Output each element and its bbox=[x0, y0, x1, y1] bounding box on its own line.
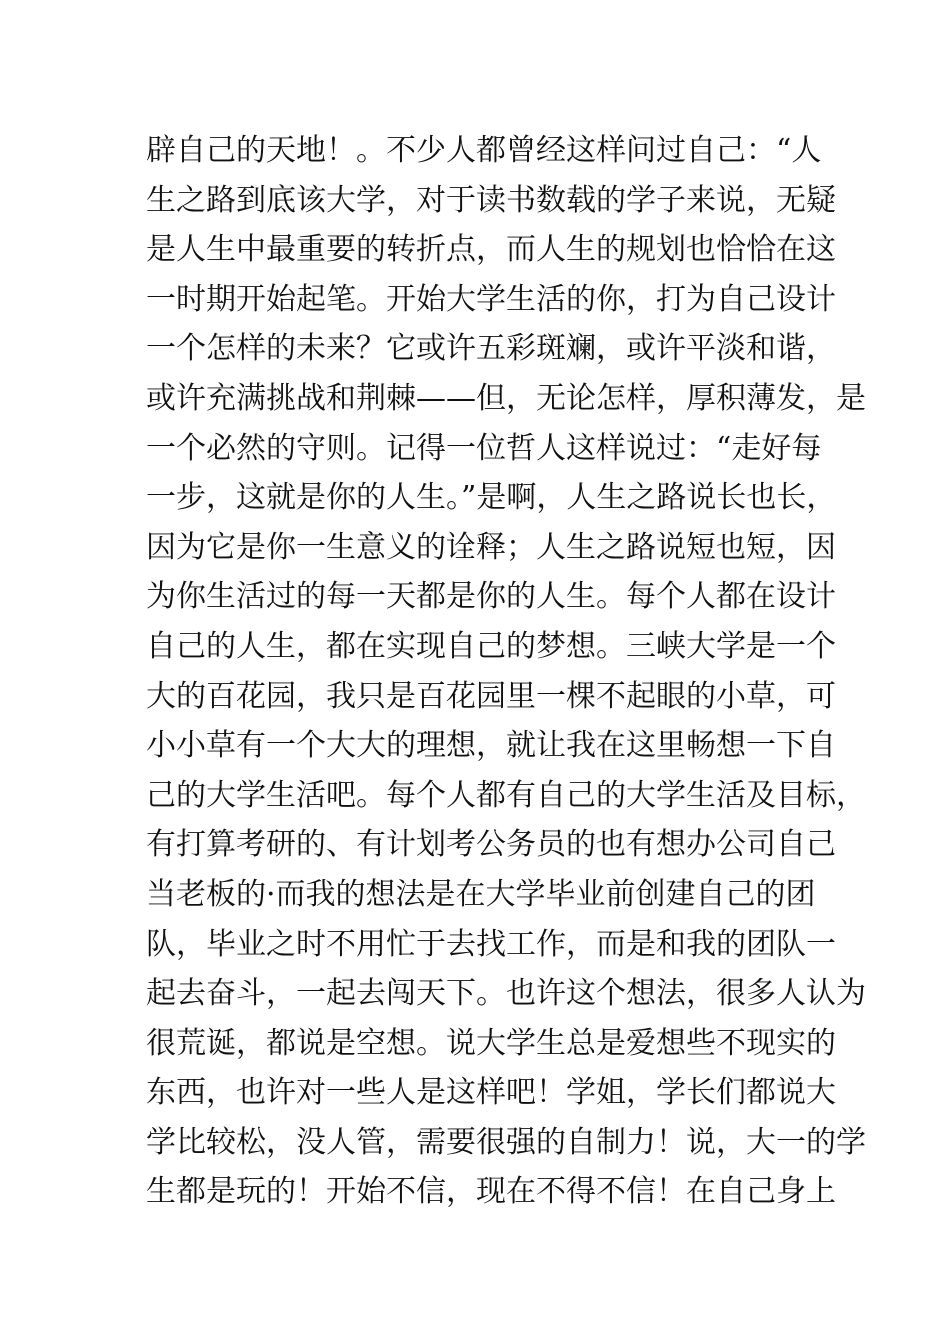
text-line: 大的百花园，我只是百花园里一棵不起眼的小草，可 bbox=[146, 678, 836, 714]
text-line: 生都是玩的！开始不信，现在不得不信！在自己身上 bbox=[146, 1174, 836, 1210]
text-line: 小小草有一个大大的理想，就让我在这里畅想一下自 bbox=[146, 728, 836, 764]
text-line: 很荒诞，都说是空想。说大学生总是爱想些不现实的 bbox=[146, 1025, 836, 1061]
text-line: 因为它是你一生意义的诠释；人生之路说短也短，因 bbox=[146, 529, 836, 565]
text-line: 是人生中最重要的转折点，而人生的规划也恰恰在这 bbox=[146, 232, 836, 268]
text-line: 学比较松，没人管，需要很强的自制力！说，大一的学 bbox=[146, 1124, 866, 1160]
text-line: 己的大学生活吧。每个人都有自己的大学生活及目标， bbox=[146, 777, 866, 813]
text-line: 为你生活过的每一天都是你的人生。每个人都在设计 bbox=[146, 579, 836, 615]
text-line: 队，毕业之时不用忙于去找工作，而是和我的团队一 bbox=[146, 926, 836, 962]
text-line: 当老板的·而我的想法是在大学毕业前创建自己的团 bbox=[146, 876, 816, 912]
text-line: 自己的人生，都在实现自己的梦想。三峡大学是一个 bbox=[146, 628, 836, 664]
text-line: 或许充满挑战和荆棘——但，无论怎样，厚积薄发，是 bbox=[146, 380, 866, 416]
text-line: 一个怎样的未来？它或许五彩斑斓，或许平淡和谐， bbox=[146, 331, 836, 367]
text-line: 一时期开始起笔。开始大学生活的你，打为自己设计 bbox=[146, 281, 836, 317]
text-line: 起去奋斗，一起去闯天下。也许这个想法，很多人认为 bbox=[146, 976, 866, 1012]
text-line: 生之路到底该大学，对于读书数载的学子来说，无疑 bbox=[146, 182, 836, 218]
body-text bbox=[146, 126, 866, 1217]
text-line: 一个必然的守则。记得一位哲人这样说过：“走好每 bbox=[146, 430, 822, 466]
text-line: 一步，这就是你的人生。”是啊，人生之路说长也长， bbox=[146, 480, 837, 516]
text-line: 有打算考研的、有计划考公务员的也有想办公司自己 bbox=[146, 827, 836, 863]
text-line: 辟自己的天地！。不少人都曾经这样问过自己：“人 bbox=[146, 133, 822, 168]
text-line: 东西，也许对一些人是这样吧！学姐，学长们都说大 bbox=[146, 1075, 836, 1111]
